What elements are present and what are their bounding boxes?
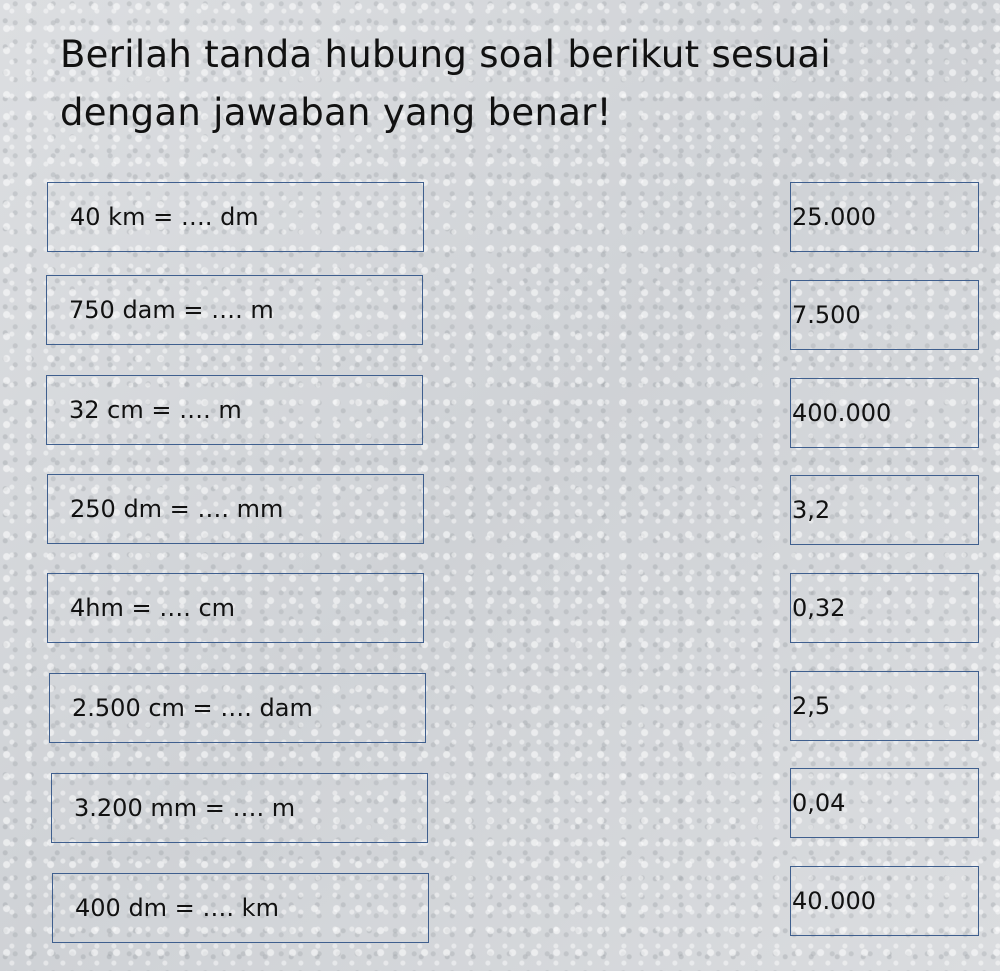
question-text: 2.500 cm = …. dam — [72, 694, 313, 722]
answer-box-2[interactable] — [790, 280, 979, 350]
answer-text: 0,04 — [792, 789, 846, 817]
question-box-4[interactable] — [47, 474, 424, 544]
answer-text: 25.000 — [792, 203, 876, 231]
question-box-8[interactable] — [52, 873, 429, 943]
question-box-7[interactable] — [51, 773, 428, 843]
answer-text: 0,32 — [792, 594, 846, 622]
answer-box-6[interactable] — [790, 671, 979, 741]
answer-box-8[interactable] — [790, 866, 979, 936]
question-box-6[interactable] — [49, 673, 426, 743]
question-text: 4hm = …. cm — [70, 594, 236, 622]
answer-text: 3,2 — [792, 496, 831, 524]
answer-box-3[interactable] — [790, 378, 979, 448]
answer-box-4[interactable] — [790, 475, 979, 545]
question-box-3[interactable] — [46, 375, 423, 445]
question-text: 3.200 mm = …. m — [74, 794, 296, 822]
question-box-2[interactable] — [46, 275, 423, 345]
answer-text: 40.000 — [792, 887, 876, 915]
question-text: 750 dam = …. m — [69, 296, 274, 324]
answer-text: 7.500 — [792, 301, 861, 329]
question-text: 400 dm = …. km — [75, 894, 279, 922]
question-box-5[interactable] — [47, 573, 424, 643]
question-text: 32 cm = …. m — [69, 396, 242, 424]
answer-text: 400.000 — [792, 399, 892, 427]
answer-text: 2,5 — [792, 692, 831, 720]
instruction-title-line-2: dengan jawaban yang benar! — [60, 91, 612, 134]
instruction-title — [60, 26, 960, 142]
answer-box-5[interactable] — [790, 573, 979, 643]
question-text: 250 dm = …. mm — [70, 495, 284, 523]
answer-box-1[interactable] — [790, 182, 979, 252]
question-text: 40 km = …. dm — [70, 203, 259, 231]
instruction-title-line-1: Berilah tanda hubung soal berikut sesuai — [60, 33, 831, 76]
answer-box-7[interactable] — [790, 768, 979, 838]
question-box-1[interactable] — [47, 182, 424, 252]
